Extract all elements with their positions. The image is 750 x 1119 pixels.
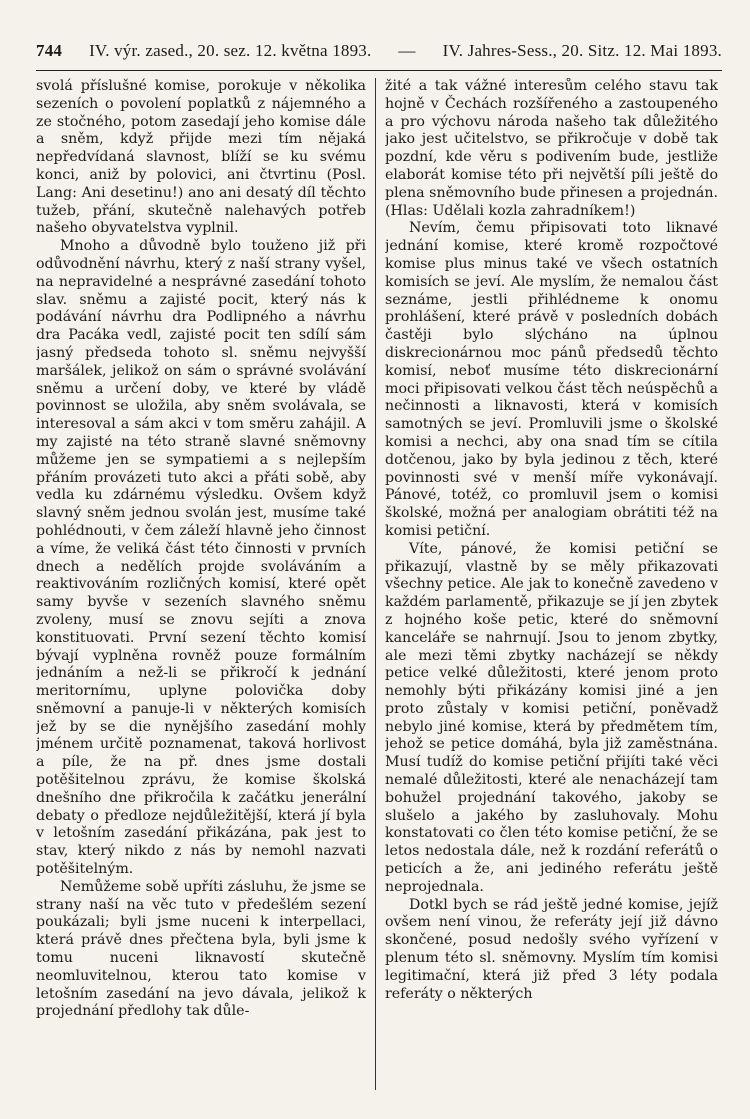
- right-column: [385, 78, 718, 1103]
- paragraph: žité a tak vážné interesům celého stavu tak hojně v Čechách rozšířeného a zastoupeného a pro výchovu národa našeho tak důležitého jako jest učitelstvo, se přikročuje v době tak pozdní, kde věru s podivením bude, jestliže elaborát komise této při největší píli ještě do plena sněmovního bude přinesen a projednán. (Hlas: Udělali kozla zahradníkem!): [385, 78, 718, 219]
- column-divider: [375, 78, 376, 1090]
- paragraph: Nevím, čemu připisovati toto liknavé jednání komise, které kromě rozpočtové komise plus minus také ve všech ostatních komisích se jeví. Ale myslím, že nemalou část seznáme, jestli přihlédneme k onomu prohlášení, které právě v posledních dobách častěji bylo slýcháno na úplnou diskrecionárnou moc pánů předsedů těchto komisí, neboť musíme této diskrecionární moci připisovati velkou část těch neúspěchů a nečinnosti a liknavosti, která v komisích samotných se jeví. Promluvili jsme o školské komisi a nechci, aby ona snad tím se cítila dotčenou, jako by byla jedinou z těch, které povinnosti své v menší míře vykonávají. Pánové, totéž, co promluvil jsem o komisi školské, možná per analogiam obrátiti též na komisi petiční.: [385, 220, 718, 539]
- header-left-text: IV. výr. zased., 20. sez. 12. května 1893.: [89, 41, 372, 60]
- page-header: [36, 34, 722, 68]
- page-number: 744: [36, 41, 63, 60]
- header-separator: —: [398, 41, 416, 60]
- paragraph: Víte, pánové, že komisi petiční se přikazují, vlastně by se měly přikazovati všechny petice. Ale jak to konečně zavedeno v každém parlamentě, přikazuje se jí jen zbytek z hojného koše petic, které do sněmovní kanceláře se nahrnují. Jsou to jenom zbytky, ale mezi těmi zbytky nacházejí se někdy petice velké důležitosti, které jenom proto nemohly býti přikázány komisi jiné a jen proto zůstaly v komisi petiční, poněvadž nebylo jiné komise, která by předmětem tím, jehož se petice domáhá, byla již zaměstnána. Musí tudíž do komise petiční přijíti také věci nemalé důležitosti, které ale nenacházejí tam bohužel projednání takového, jakoby se slušelo a jakého by zasluhovaly. Mohu konstatovati co člen této komise petiční, že se letos nedostala dále, než k rozdání referátů o peticích a že, ani jediného referátu ještě neprojednala.: [385, 540, 718, 895]
- paragraph: svolá příslušné komise, porokuje v několika sezeních o povolení poplatků z nájemného a ze stočného, potom zasedají jeho komise dále a sněm, když přijde mezi tím nějaká nepředvídaná slavnost, blíží se ku svému konci, aniž by polovici, ani čtvrtinu (Posl. Lang: Ani desetinu!) ano ani desatý díl těchto tužeb, přání, skutečně nalehavých potřeb našeho obyvatelstva vyplnil.: [36, 78, 366, 237]
- paragraph: Dotkl bych se rád ještě jedné komise, jejíž ovšem není vinou, že referáty její již dávno skončené, posud nedošly svého vyřízení v plenum této sl. sněmovny. Myslím tím komisi legitimační, která již před 3 léty podala referáty o některých: [385, 896, 718, 1002]
- paragraph: Mnoho a důvodně bylo touženo již při odůvodnění návrhu, který z naší strany vyšel, na nepravidelné a nesprávné zasedání tohoto slav. sněmu a zajisté pocit, který nás k podávání návrhu dra Podlipného a návrhu dra Pacáka vedl, zajisté pocit ten sdílí sám jasný předseda tohoto sl. sněmu nejvyšší maršálek, jelikož on sám o správné svolávání sněmu a určení doby, ve které by vládě povinnost se uložila, aby sněm svolávala, se interesoval a sám akci v tom směru zahájil. A my zajisté na této straně slavné sněmovny můžeme jen se sympatiemi a s nejlepším přáním provázeti tuto akci a přáti sobě, aby vedla ku zdárnému výsledku. Ovšem když slavný sněm jednou svolán jest, musíme také pohlédnouti, v čem záleží hlavně jeho činnost a víme, že veliká část této činnosti v prvních dnech a nedělích projde svoláváním a reaktivováním rozličných komisí, které opět samy byvše v sezeních slavného sněmu zvoleny, musí se znovu sejíti a znova konstituovati. První sezení těchto komisí bývají vyplněna rovněž pouze formálním jednáním a než-li se přikročí k jednání meritornímu, uplyne polovička doby sněmovní a panuje-li v některých komisích jež by se die nynějšího zasedání mohly jménem určitě poznamenat, taková horlivost a píle, že na př. dnes jsme dostali potěšitelnou zprávu, že komise školská dnešního dne přikročila k začátku jenerální debaty o předloze nejdůležitější, která jí byla v letošním zasedání přikázána, pak jest to stav, který nikdo z nás by nemohl nazvati potěšitelným.: [36, 238, 366, 878]
- left-column: [36, 78, 366, 1103]
- header-rule: [36, 70, 722, 71]
- paragraph: Nemůžeme sobě upříti zásluhu, že jsme se strany naší na věc tuto v předešlém sezení poukázali; byli jsme nuceni k interpellaci, která právě dnes přečtena byla, byli jsme k tomu nuceni liknavostí skutečně neomluvitelnou, kterou tato komise v letošním zasedání na jevo dávala, jelikož k projednání předlohy tak důle-: [36, 878, 366, 1020]
- header-right-text: IV. Jahres-Sess., 20. Sitz. 12. Mai 1893.: [442, 41, 722, 60]
